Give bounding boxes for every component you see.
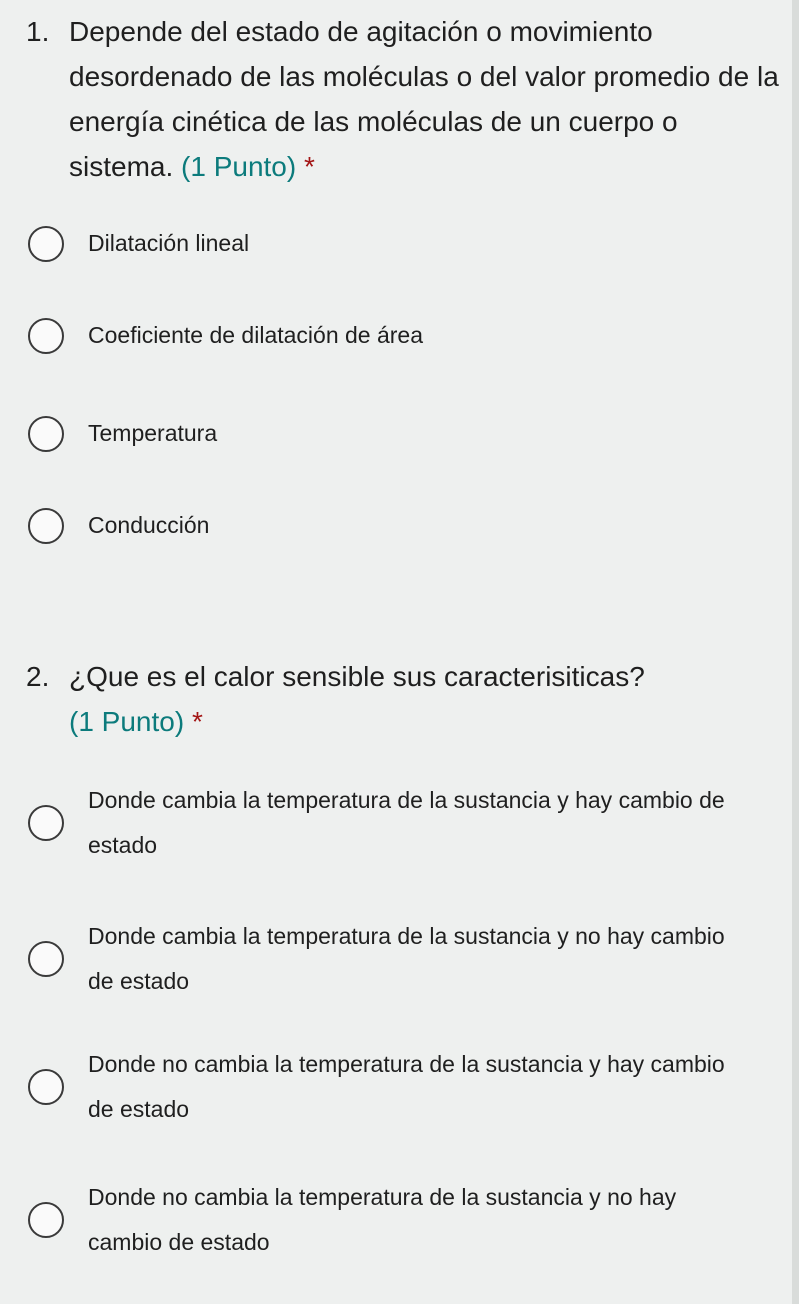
option-label: Donde cambia la temperatura de la sustancia y hay cambio de estado <box>88 787 725 858</box>
question-1-points: (1 Punto) <box>181 151 297 182</box>
radio-button[interactable] <box>28 1202 64 1238</box>
radio-button[interactable] <box>28 508 64 544</box>
scrollbar-track[interactable] <box>792 0 799 1304</box>
option-label: Conducción <box>88 512 210 538</box>
radio-button[interactable] <box>28 805 64 841</box>
q2-option-1[interactable] <box>26 778 766 868</box>
question-1-required-mark: * <box>303 151 315 182</box>
question-2-number: 2. <box>26 661 50 692</box>
option-label: Dilatación lineal <box>88 230 250 256</box>
option-label: Donde no cambia la temperatura de la sustancia y hay cambio de estado <box>88 1051 725 1122</box>
radio-button[interactable] <box>28 941 64 977</box>
question-1-text: Depende del estado de agitación o movimiento desordenado de las moléculas o del valor promedio de la energía cinética de las moléculas de un cuerpo o sistema. <box>69 16 779 182</box>
question-2 <box>26 654 781 744</box>
q1-option-conduccion[interactable] <box>26 503 766 548</box>
question-2-required-mark: * <box>191 706 203 737</box>
radio-button[interactable] <box>28 318 64 354</box>
option-label: Coeficiente de dilatación de área <box>88 322 424 348</box>
q1-option-coeficiente-area[interactable] <box>26 313 766 358</box>
question-2-points: (1 Punto) <box>69 706 185 737</box>
q1-option-dilatacion-lineal[interactable] <box>26 221 766 266</box>
option-label: Temperatura <box>88 420 218 446</box>
option-label: Donde no cambia la temperatura de la sustancia y no hay cambio de estado <box>88 1184 677 1255</box>
q2-option-3[interactable] <box>26 1042 766 1132</box>
q2-option-2[interactable] <box>26 914 766 1004</box>
question-1 <box>26 9 781 189</box>
question-1-number: 1. <box>26 16 50 47</box>
q1-option-temperatura[interactable] <box>26 411 766 456</box>
radio-button[interactable] <box>28 1069 64 1105</box>
radio-button[interactable] <box>28 416 64 452</box>
q2-option-4[interactable] <box>26 1175 766 1265</box>
radio-button[interactable] <box>28 226 64 262</box>
question-1-title <box>26 9 781 189</box>
question-2-title <box>26 654 781 744</box>
question-2-text: ¿Que es el calor sensible sus caracterisiticas? <box>69 661 645 692</box>
option-label: Donde cambia la temperatura de la sustancia y no hay cambio de estado <box>88 923 725 994</box>
